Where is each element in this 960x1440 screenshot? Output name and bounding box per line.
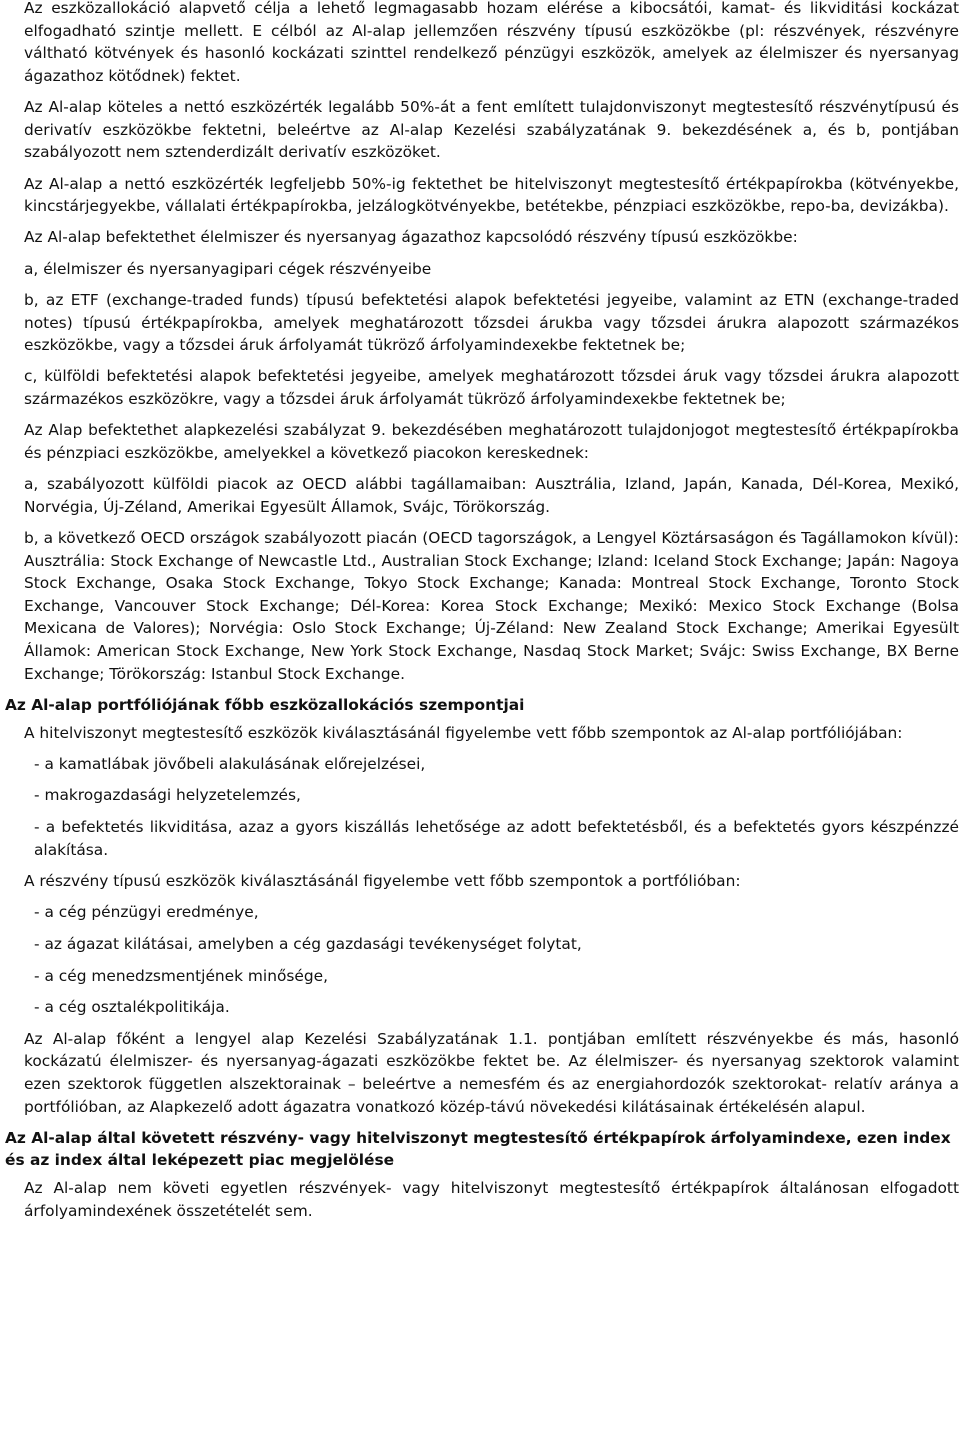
paragraph-sector-weighting: Az Al-alap főként a lengyel alap Kezelési Szabályzatának 1.1. pontjában említett részvényekbe és más, hasonló kockázatú élelmiszer- és nyersanyag-ágazati eszközökbe fektet be. Az élelmiszer- és nyersanyag szektorok valamint ezen szektorok független alszektorainak – beleértve a nemesfém és az energiahordozók szektorokat- relatív aránya a portfólióban, az Alapkezelő adott ágazatra vonatkozó közép-távú növekedési kilátásainak értékelésén alapul. — [24, 1029, 959, 1116]
paragraph-debt-criteria-intro: A hitelviszonyt megtestesítő eszközök kiválasztásánál figyelembe vett főbb szempontok az Al-alap portfóliójában: — [24, 723, 903, 742]
paragraph-allocation-goal: Az eszközallokáció alapvető célja a lehető legmagasabb hozam elérése a kibocsátói, kamat- és likviditási kockázat elfogadható szintje mellett. E célból az Al-alap jellemzően részvény típusú eszközökbe (pl: részvények, részvényre váltható kötvények és hasonló kockázati szinttel rendelkező pénzügyi eszközök, amelyek az élelmiszer és nyersanyag ágazathoz kötődnek) fektet. — [24, 0, 959, 85]
paragraph-index-statement: Az Al-alap nem követi egyetlen részvények- vagy hitelviszonyt megtestesítő értékpapírok általánosan elfogadott árfolyamindexének összetételét sem. — [24, 1179, 959, 1220]
paragraph-option-c: c, külföldi befektetési alapok befektetési jegyeibe, amelyek meghatározott tőzsdei áruk vagy tőzsdei árukra alapozott származékos eszközökre, vagy a tőzsdei áruk árfolyamát tükröző árfolyamindexekbe fektetnek be; — [24, 367, 959, 409]
list-item: - a befektetés likviditása, azaz a gyors kiszállás lehetősége az adott befektetésből, és a befektetés gyors készpénzzé alakítása. — [34, 817, 959, 859]
paragraph-equity-min: Az Al-alap köteles a nettó eszközérték legalább 50%-át a fent említett tulajdonviszonyt megtestesítő részvénytípusú és derivatív eszközökbe fektetni, beleértve az Al-alap Kezelési szabályzatának 9. bekezdésének a, és b, pontjában szabályozott nem sztenderdizált derivatív eszközöket. — [24, 98, 959, 162]
paragraph-markets-a: a, szabályozott külföldi piacok az OECD alábbi tagállamaiban: Ausztrália, Izland, Japán, Kanada, Dél-Korea, Mexikó, Norvégia, Új-Zéland, Amerikai Egyesült Államok, Svájc, Törökország. — [24, 475, 959, 516]
list-item: - az ágazat kilátásai, amelyben a cég gazdasági tevékenységet folytat, — [34, 935, 582, 954]
equity-criteria-list — [24, 901, 960, 1018]
list-item: - a kamatlábak jövőbeli alakulásának előrejelzései, — [34, 754, 426, 773]
paragraph-option-b: b, az ETF (exchange-traded funds) típusú befektetési alapok befektetési jegyeibe, valamint az ETN (exchange-traded notes) típusú értékpapírokba, amelyek meghatározott tőzsdei árukba vagy tőzsdei árukra alapozott származékos eszközökbe, vagy a tőzsdei áruk árfolyamát tükröző árfolyamindexekbe fektetnek be; — [24, 290, 959, 355]
paragraph-debt-max: Az Al-alap a nettó eszközérték legfeljebb 50%-ig fektethet be hitelviszonyt megtestesítő értékpapírokba (kötvényekbe, kincstárjegyekbe, vállalati értékpapírokba, jelzálogkötvényekbe, betétekbe, pénzpiaci eszközökbe, repo-ba, devizákba). — [24, 174, 959, 216]
list-item: - a cég pénzügyi eredménye, — [34, 903, 259, 922]
paragraph-option-a: a, élelmiszer és nyersanyagipari cégek részvényeibe — [24, 259, 432, 278]
paragraph-equity-criteria-intro: A részvény típusú eszközök kiválasztásánál figyelembe vett főbb szempontok a portfólióban: — [24, 872, 741, 891]
paragraph-markets-b: b, a következő OECD országok szabályozott piacán (OECD tagországok, a Lengyel Köztársaságon és Tagállamokon kívül): Ausztrália: Stock Exchange of Newcastle Ltd., Australian Stock Exchange; Izland: Iceland Stock Exchange; Japán: Nagoya Stock Exchange, Osaka Stock Exchange, Tokyo Stock Exchange; Kanada: Montreal Stock Exchange, Toronto Stock Exchange, Vancouver Stock Exchange; Dél-Korea: Korea Stock Exchange; Mexikó: Mexico Stock Exchange (Bolsa Mexicana de Valores); Norvégia: Oslo Stock Exchange; Új-Zéland: New Zealand Stock Exchange; Amerikai Egyesült Államok: American Stock Exchange, New York Stock Exchange, Nasdaq Stock Market; Svájc: Swiss Exchange, BX Berne Exchange; Törökország: Istanbul Stock Exchange. — [24, 529, 959, 683]
paragraph-markets-intro: Az Alap befektethet alapkezelési szabályzat 9. bekezdésében meghatározott tulajdonjogot megtestesítő értékpapírokba és pénzpiaci eszközökbe, amelyekkel a következő piacokon kereskednek: — [24, 421, 959, 462]
list-item: - a cég menedzsmentjének minősége, — [34, 966, 328, 985]
section-heading-index: Az Al-alap által követett részvény- vagy hitelviszonyt megtestesítő értékpapírok árfolyamindexe, ezen index és az index által leképezett piac megjelölése — [5, 1128, 951, 1170]
list-item: - makrogazdasági helyzetelemzés, — [34, 786, 301, 805]
list-item: - a cég osztalékpolitikája. — [34, 998, 230, 1017]
debt-criteria-list — [24, 753, 960, 861]
paragraph-sector-intro: Az Al-alap befektethet élelmiszer és nyersanyag ágazathoz kapcsolódó részvény típusú eszközökbe: — [24, 228, 798, 247]
section-heading-allocation: Az Al-alap portfóliójának főbb eszközallokációs szempontjai — [5, 695, 525, 714]
